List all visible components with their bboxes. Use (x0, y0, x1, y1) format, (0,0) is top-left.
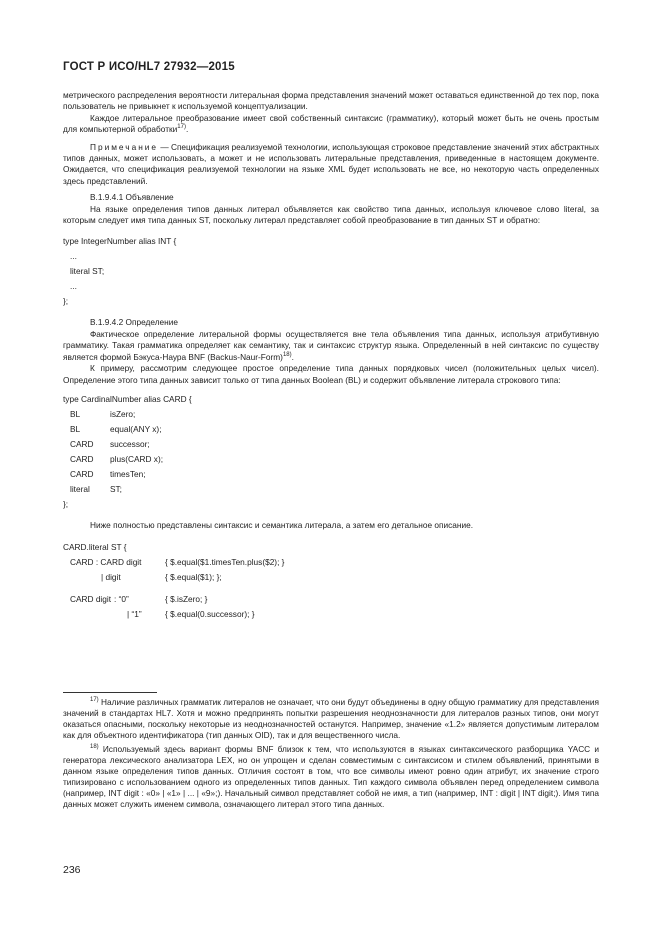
code-row (63, 407, 599, 422)
paragraph: метрического распределения вероятности литеральная форма представления значений может оставаться единственной до тех пор, пока пользователь не привыкнет к используемой концептуализации. (63, 90, 599, 112)
grammar-symbol: | “1” (127, 609, 142, 620)
document-header: ГОСТ Р ИСО/HL7 27932—2015 (63, 61, 235, 73)
paragraph: Ниже полностью представлены синтаксис и семантика литерала, а затем его детальное описание. (90, 519, 474, 530)
section-heading: B.1.9.4.1 Объявление (90, 192, 174, 203)
footnote-ref[interactable]: 17) (177, 124, 186, 131)
footnote-divider (63, 692, 157, 693)
paragraph-end: . (291, 351, 294, 362)
grammar-action: { $.equal(0.successor); } (165, 609, 255, 620)
grammar-symbol: : “0” (114, 594, 129, 605)
code-line: ... (70, 251, 77, 262)
paragraph (63, 113, 599, 136)
code-row (63, 452, 599, 467)
code-line: }; (63, 296, 69, 307)
paragraph: На языке определения типов данных литерал объявляется как свойство типа данных, используя ключевое слово literal, за которым следует имя типа данных ST, поскольку литерал представляет собой преобразование в тип данных ST и обратно: (63, 203, 599, 226)
paragraph-end: . (185, 124, 189, 135)
code-block-cardinal (63, 392, 599, 512)
grammar-lhs: | digit (101, 572, 121, 583)
code-row (63, 467, 599, 482)
code-line: }; (63, 498, 69, 509)
code-type: BL (70, 423, 81, 434)
footnote-ref[interactable]: 18) (282, 351, 292, 358)
paragraph-text: Каждое литеральное преобразование имеет свой собственный синтаксис (грамматику), который может быть не очень простым для компьютерной обработки (63, 112, 599, 135)
paragraph-text: Фактическое определение литеральной формы осуществляется вне тела объявления типа данных, используя атрибутивную грамматику. Такая грамматика определяет как семантику, так и синтаксис структур языка. Определенный в ней синтаксис по существу является формой Бэкуса-Наура BNF (Backus-Naur-Form) (63, 328, 599, 362)
grammar-action: { $.isZero; } (165, 594, 208, 605)
code-member: plus(CARD x); (110, 453, 164, 464)
document-body (63, 90, 599, 622)
grammar-rule (63, 570, 599, 585)
section-heading: B.1.9.4.2 Определение (90, 317, 178, 328)
footnote-18 (63, 744, 599, 810)
code-type: CARD (70, 438, 94, 449)
grammar-lhs: CARD digit (70, 594, 112, 605)
paragraph: К примеру, рассмотрим следующее простое определение типа данных порядковых чисел (положительных целых чисел). Определение этого типа данных зависит только от типа данных Boolean (BL) и содержит объявление литерала строкового типа: (63, 363, 599, 385)
code-line: type CardinalNumber alias CARD { (63, 393, 192, 404)
grammar-rule (63, 607, 599, 622)
code-member: ST; (110, 483, 122, 494)
code-member: isZero; (110, 408, 136, 419)
code-type: CARD (70, 468, 94, 479)
code-line: type IntegerNumber alias INT { (63, 236, 177, 247)
note-paragraph (63, 142, 599, 188)
code-line: ... (70, 281, 77, 292)
grammar-rule (63, 555, 599, 570)
code-type: CARD (70, 453, 94, 464)
code-row (63, 437, 599, 452)
grammar-action: { $.equal($1.timesTen.plus($2); } (165, 557, 285, 568)
code-line: literal ST; (70, 266, 105, 277)
code-row (63, 422, 599, 437)
note-label: Примечание (90, 141, 159, 152)
code-block-grammar (63, 540, 599, 622)
footnote-number: 18) (90, 744, 99, 751)
code-type: BL (70, 408, 81, 419)
page-number: 236 (63, 864, 81, 876)
code-line: CARD.literal ST { (63, 542, 127, 553)
footnote-17 (63, 697, 599, 741)
grammar-action: { $.equal($1); }; (165, 572, 222, 583)
paragraph (63, 329, 599, 363)
footnote-text: Наличие различных грамматик литералов не означает, что они будут объединены в одну общую грамматику для представления значений в стандартах HL7. Хотя и можно предпринять попытки разрешения неоднозначности для литералов разных типов, они могут оказаться опасными, поскольку некоторые из неоднозначностей останутся. Например, значение «1.2» является допустимым литералом как для объектного идентификатора (тип данных OID), так и для вещественного числа. (63, 697, 599, 740)
footnote-text: Используемый здесь вариант формы BNF близок к тем, что используются в языках синтаксического разборщика YACC и генератора лексического анализатора LEX, но он упрощен и сделан совместимым с синтаксисом и стилем объявлений, принятыми в данном языке определения типов данных. Отличия состоят в том, что все символы имеют ровно один атрибут, их значение строго типизировано с использованием одного из определенных типов данных. Тип каждого символа объявлен перед определением символа (например, INT digit : «0» | «1» | ... | «9»;). Начальный символ представляет собой не имя, а тип (например, INT : digit | INT digit;). Имя типа данных может служить именем символа, означающего литерал этого типа данных. (63, 744, 599, 809)
grammar-lhs: CARD : CARD digit (70, 557, 142, 568)
code-member: timesTen; (110, 468, 146, 479)
code-row (63, 482, 599, 497)
footnote-number: 17) (90, 697, 99, 704)
note-text: — Спецификация реализуемой технологии, использующая строковое представление значений этих абстрактных типов данных, может использовать, а может и не использовать литеральные представления, приведенные в настоящем документе. Ожидается, что спецификация реализуемой технологии на языке XML будет использовать не все, но некоторую часть определенных здесь представлений. (63, 141, 599, 186)
code-member: equal(ANY x); (110, 423, 162, 434)
code-block-integer (63, 234, 599, 309)
code-type: literal (70, 483, 90, 494)
grammar-rule (63, 592, 599, 607)
footnotes (63, 697, 599, 813)
code-member: successor; (110, 438, 150, 449)
